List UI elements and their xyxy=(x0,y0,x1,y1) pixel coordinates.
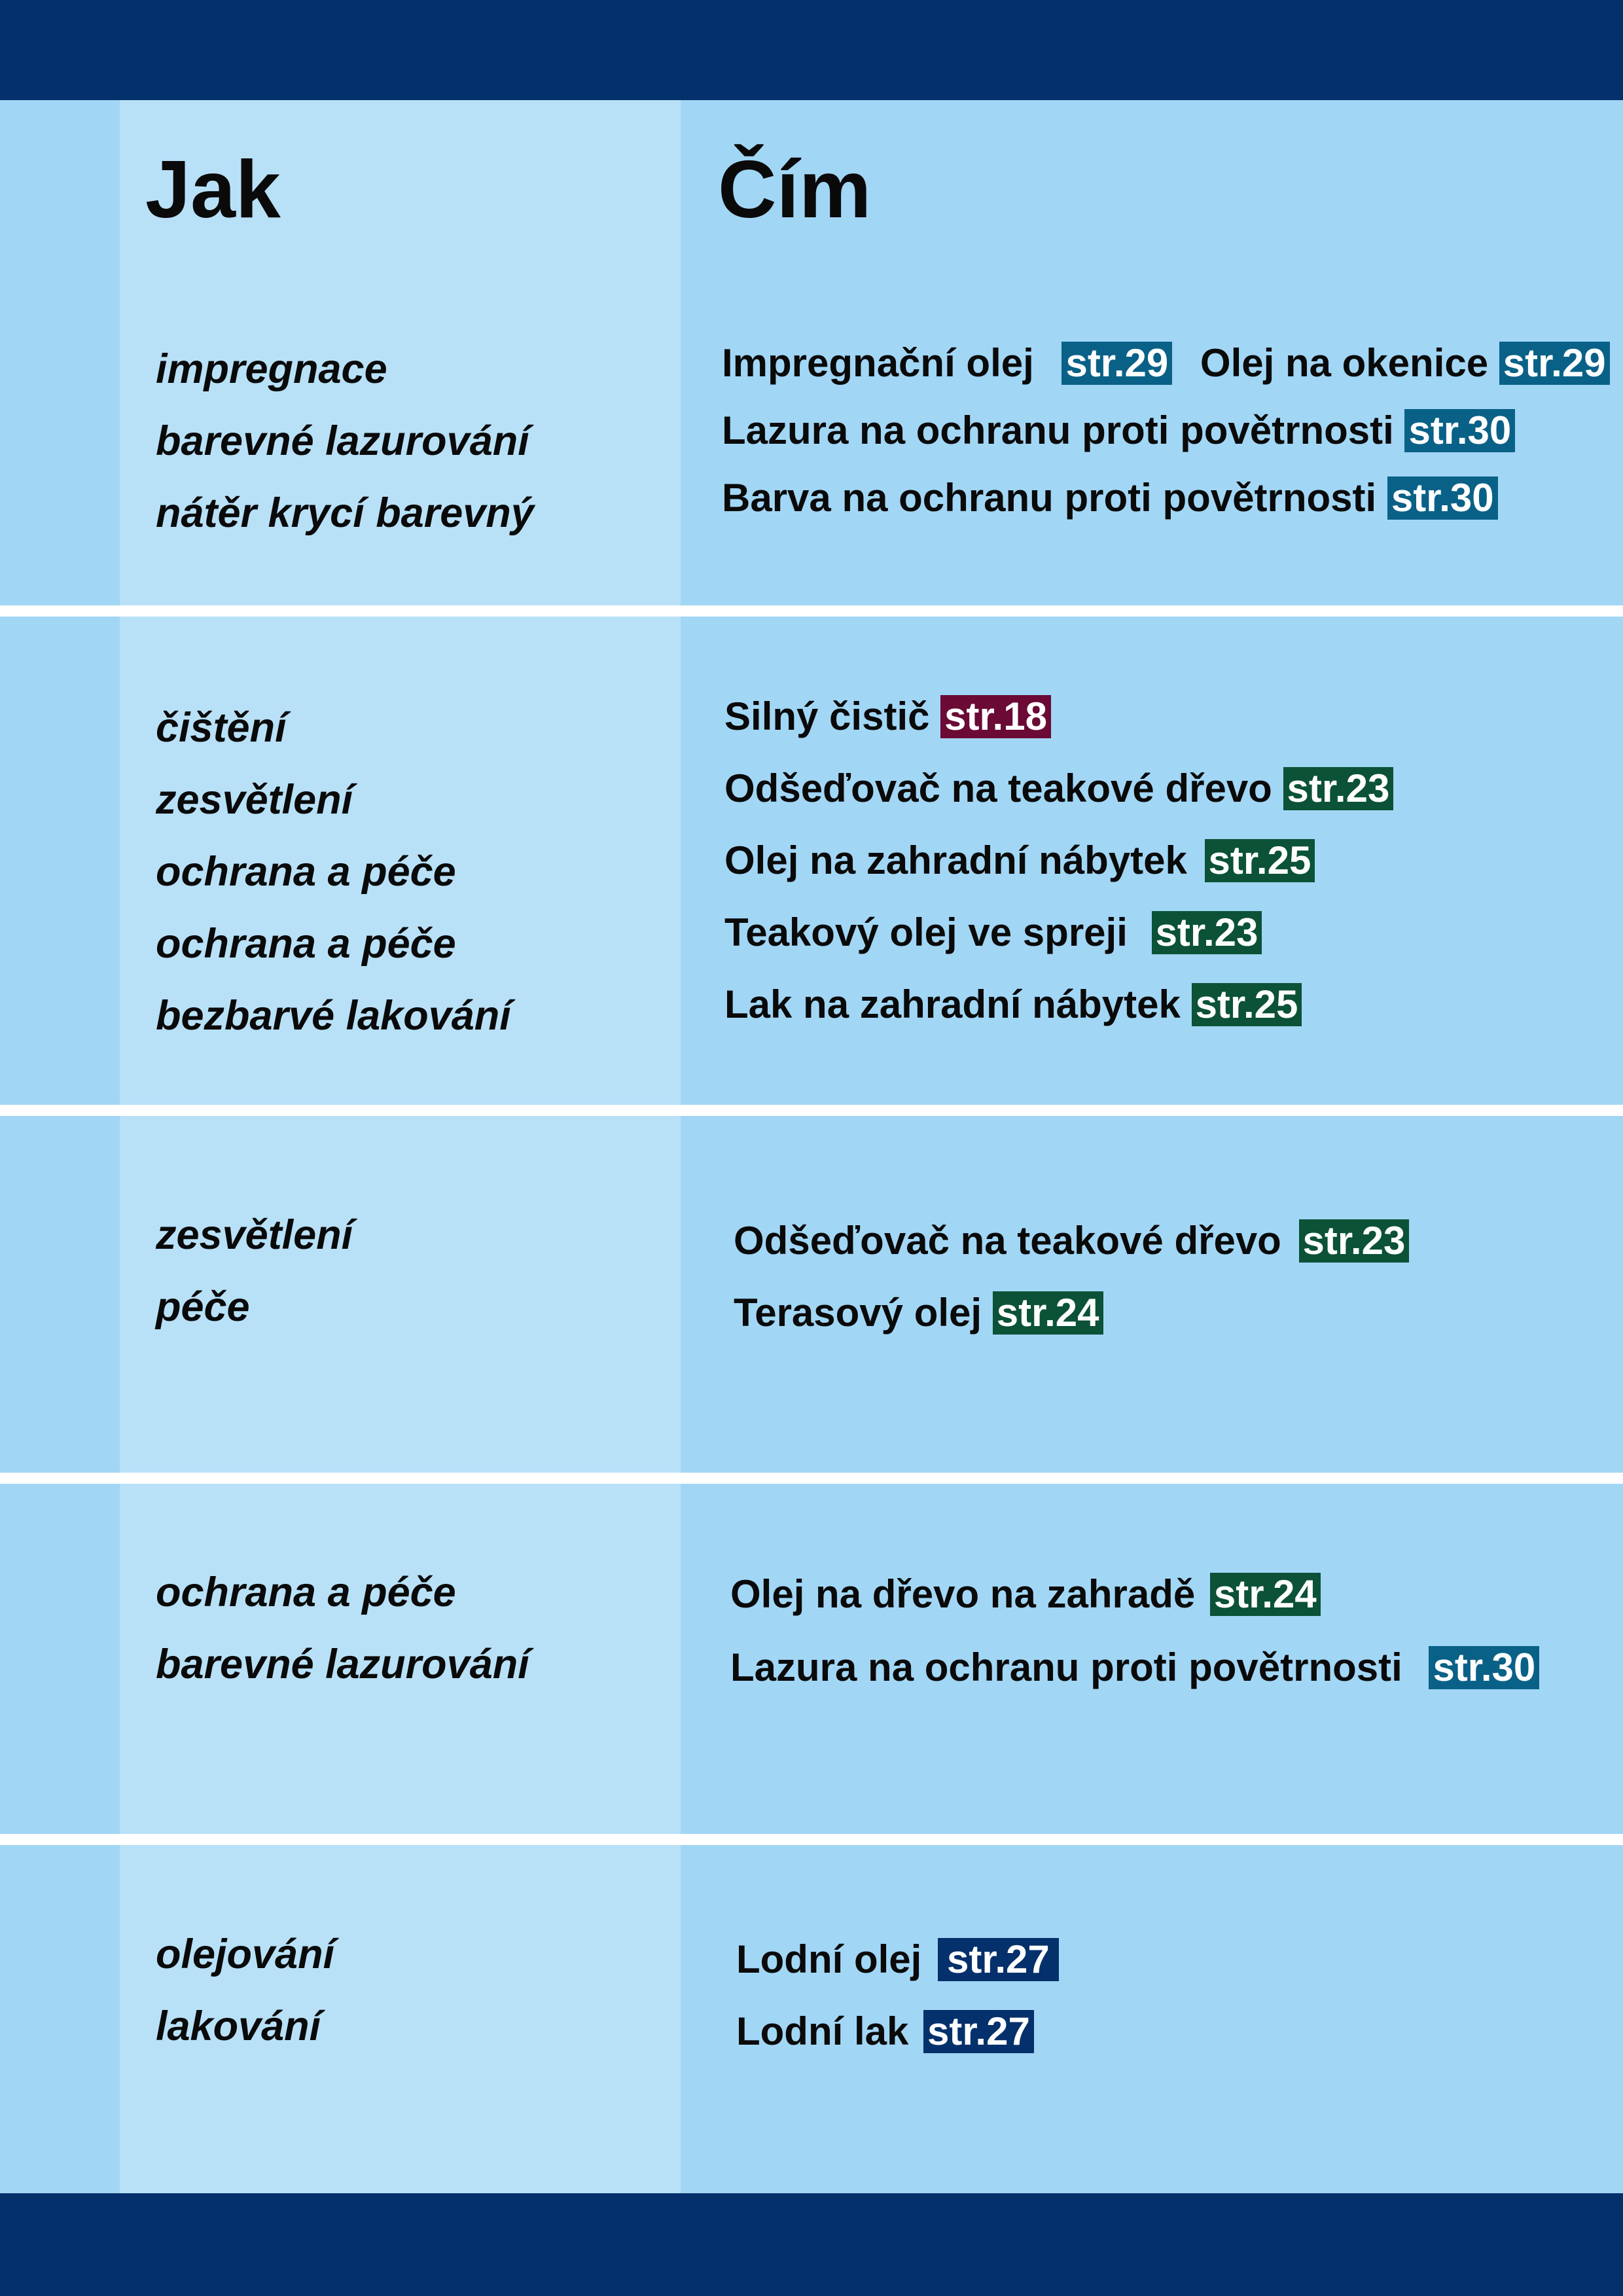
page-badge: str.24 xyxy=(1210,1573,1321,1616)
product-name: Lodní lak xyxy=(736,2009,909,2053)
product-name: Olej na zahradní nábytek xyxy=(724,838,1187,882)
page-badge: str.27 xyxy=(938,1938,1059,1981)
method-label: ochrana a péče xyxy=(156,921,456,967)
page-badge: str.25 xyxy=(1192,983,1302,1026)
product-row xyxy=(724,834,1315,887)
section-divider xyxy=(0,605,1623,617)
product-row xyxy=(722,337,1610,389)
product-row xyxy=(736,1933,1059,1986)
product-name: Olej na okenice xyxy=(1200,341,1489,385)
product-name: Lazura na ochranu proti povětrnosti xyxy=(722,408,1394,452)
method-label: zesvětlení xyxy=(156,1212,353,1258)
cim-heading: Čím xyxy=(718,145,872,235)
product-row xyxy=(734,1215,1409,1267)
product-name: Teakový olej ve spreji xyxy=(724,910,1128,954)
product-name: Lak na zahradní nábytek xyxy=(724,982,1181,1026)
product-row xyxy=(724,978,1302,1031)
page-badge: str.23 xyxy=(1299,1219,1410,1263)
product-row xyxy=(736,2005,1034,2058)
product-name: Lodní olej xyxy=(736,1937,922,1981)
page-badge: str.23 xyxy=(1283,767,1394,810)
top-bar xyxy=(0,0,1623,100)
page-badge: str.30 xyxy=(1404,409,1515,452)
page-badge: str.29 xyxy=(1499,342,1610,385)
product-name: Barva na ochranu proti povětrnosti xyxy=(722,476,1377,520)
method-label: ochrana a péče xyxy=(156,1570,456,1615)
product-name: Odšeďovač na teakové dřevo xyxy=(734,1219,1281,1263)
product-row xyxy=(734,1287,1103,1339)
product-row xyxy=(724,691,1051,743)
method-label: olejování xyxy=(156,1931,335,1977)
product-name: Impregnační olej xyxy=(722,341,1034,385)
method-label: impregnace xyxy=(156,346,387,392)
product-name: Odšeďovač na teakové dřevo xyxy=(724,766,1272,810)
product-name: Silný čistič xyxy=(724,694,930,738)
bottom-bar xyxy=(0,2193,1623,2296)
method-label: bezbarvé lakování xyxy=(156,993,511,1039)
product-row xyxy=(722,472,1498,524)
product-row xyxy=(724,762,1393,815)
jak-column xyxy=(120,100,681,2193)
page-badge: str.24 xyxy=(993,1291,1103,1335)
method-label: barevné lazurování xyxy=(156,1641,529,1687)
page-badge: str.18 xyxy=(940,695,1051,738)
method-label: nátěr krycí barevný xyxy=(156,490,534,536)
method-label: čištění xyxy=(156,705,287,751)
product-row xyxy=(724,906,1262,959)
section-divider xyxy=(0,1834,1623,1845)
product-row xyxy=(730,1568,1321,1621)
method-label: barevné lazurování xyxy=(156,418,529,464)
method-label: péče xyxy=(156,1284,250,1330)
jak-heading: Jak xyxy=(145,145,281,235)
method-label: zesvětlení xyxy=(156,777,353,823)
page-badge: str.30 xyxy=(1387,476,1498,520)
page-badge: str.23 xyxy=(1152,911,1262,954)
section-divider xyxy=(0,1105,1623,1116)
section-divider xyxy=(0,1473,1623,1484)
product-name: Lazura na ochranu proti povětrnosti xyxy=(730,1645,1402,1689)
page-badge: str.30 xyxy=(1429,1646,1539,1689)
product-name: Terasový olej xyxy=(734,1291,982,1335)
page-badge: str.29 xyxy=(1061,342,1172,385)
method-label: ochrana a péče xyxy=(156,849,456,895)
method-label: lakování xyxy=(156,2003,321,2049)
product-name: Olej na dřevo na zahradě xyxy=(730,1572,1196,1616)
product-row xyxy=(722,404,1515,457)
product-row xyxy=(730,1641,1539,1694)
page-badge: str.25 xyxy=(1205,839,1315,882)
page-badge: str.27 xyxy=(923,2010,1034,2053)
left-strip xyxy=(0,100,120,2193)
